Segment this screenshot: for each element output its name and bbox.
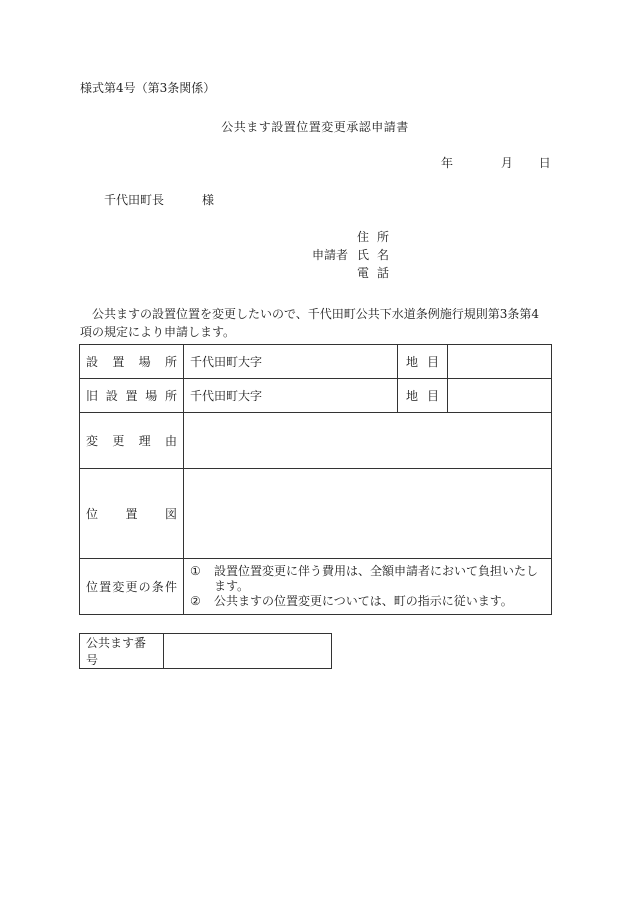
chimoku-value-cell[interactable] xyxy=(448,345,552,379)
recipient-honorific: 様 xyxy=(202,193,215,207)
map-label-cell: 位 置 図 xyxy=(80,469,184,559)
day-label: 日 xyxy=(538,156,551,170)
reason-value-cell[interactable] xyxy=(184,413,552,469)
applicant-name-label: 氏 名 xyxy=(357,248,390,262)
old-chimoku-value-cell[interactable] xyxy=(448,379,552,413)
condition-item: ② 公共ますの位置変更については、町の指示に従います。 xyxy=(190,594,513,608)
application-statement: 公共ますの設置位置を変更したいので、千代田町公共下水道条例施行規則第3条第4項の規定により申請します。 xyxy=(80,307,540,339)
table-row xyxy=(80,413,552,469)
chimoku-label-cell: 地 目 xyxy=(398,345,448,379)
application-form-table xyxy=(79,344,552,615)
table-row xyxy=(80,345,552,379)
location-label-cell: 設 置 場 所 xyxy=(80,345,184,379)
old-chimoku-label-cell: 地 目 xyxy=(398,379,448,413)
reason-label-cell: 変 更 理 由 xyxy=(80,413,184,469)
table-row xyxy=(80,634,332,669)
form-number: 様式第4号（第3条関係） xyxy=(80,81,216,95)
applicant-address-label: 住 所 xyxy=(357,230,390,244)
applicant-label: 申請者 xyxy=(312,248,349,262)
table-row xyxy=(80,379,552,413)
old-location-label-cell: 旧 設 置 場 所 xyxy=(80,379,184,413)
year-label: 年 xyxy=(441,156,454,170)
masu-number-label: 公共ます番号 xyxy=(80,634,164,669)
recipient-name: 千代田町長 xyxy=(104,193,165,207)
map-value-cell[interactable] xyxy=(184,469,552,559)
condition-item: ① 設置位置変更に伴う費用は、全額申請者において負担いたします。 xyxy=(190,564,539,593)
old-location-value-cell[interactable]: 千代田町大字 xyxy=(184,379,398,413)
masu-number-table xyxy=(79,633,332,669)
conditions-cell xyxy=(184,559,552,615)
table-row xyxy=(80,469,552,559)
location-value-cell[interactable]: 千代田町大字 xyxy=(184,345,398,379)
document-title: 公共ます設置位置変更承認申請書 xyxy=(221,120,409,134)
recipient xyxy=(104,194,214,206)
conditions-label-cell: 位 置 変 更 の 条 件 xyxy=(80,559,184,615)
applicant-phone-label: 電 話 xyxy=(357,266,390,280)
table-row xyxy=(80,559,552,615)
masu-number-value[interactable] xyxy=(164,634,332,669)
month-label: 月 xyxy=(500,156,513,170)
date-line xyxy=(441,157,551,169)
